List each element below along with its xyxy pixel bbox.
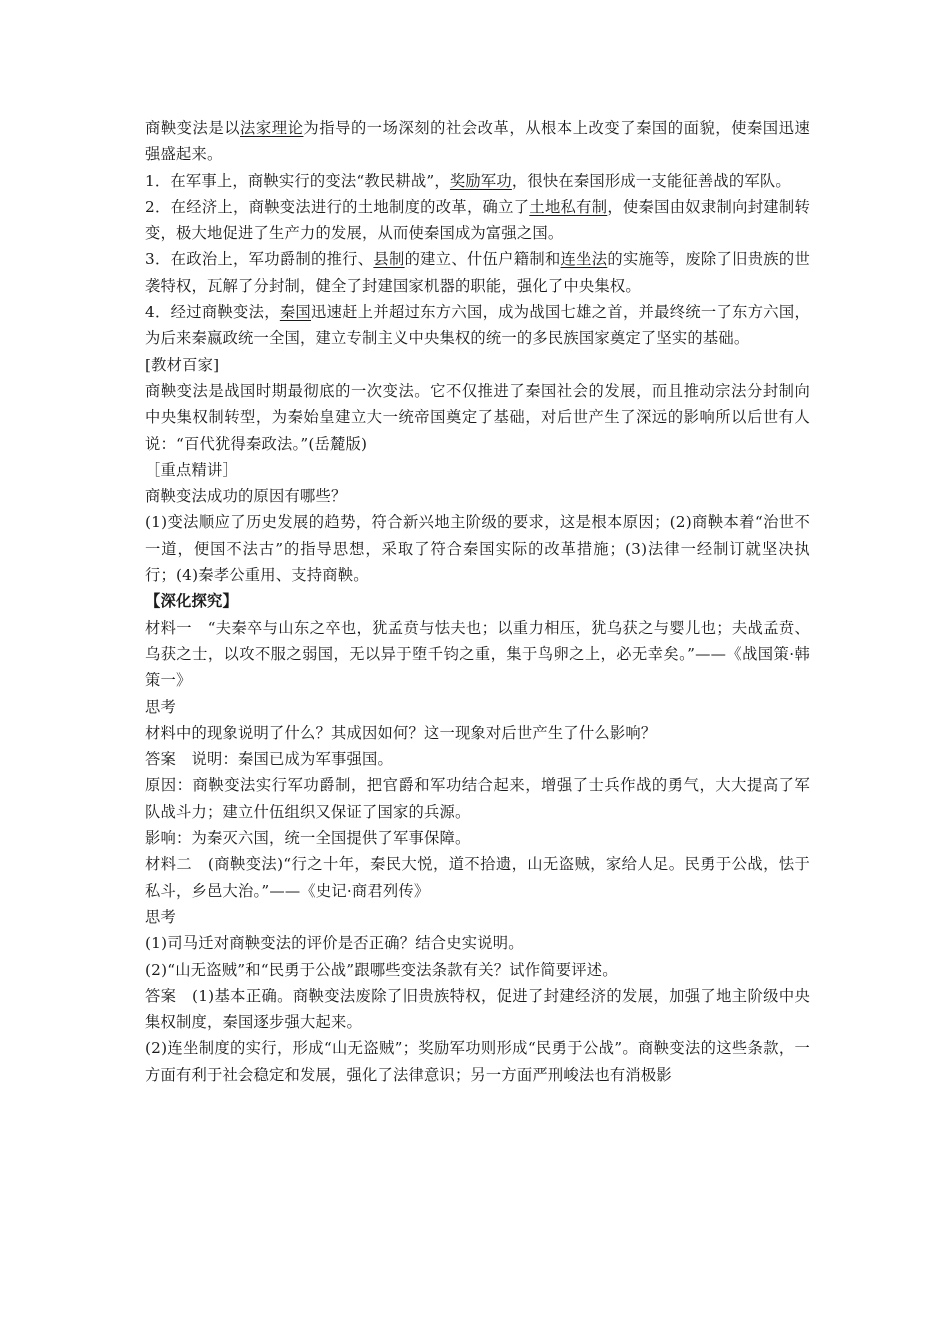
think-2-question-1: (1)司马迁对商鞅变法的评价是否正确？结合史实说明。 bbox=[145, 934, 524, 953]
intro-paragraph bbox=[145, 115, 810, 168]
point4-text-a: 4．经过商鞅变法， bbox=[145, 303, 280, 322]
material-1: 材料一 “夫秦卒与山东之卒也，犹孟贲与怯夫也；以重力相压，犹乌获之与婴儿也；夫战孟贲、乌获之士，以攻不服之弱国，无以异于堕千钧之重，集于鸟卵之上，必无幸矣。”——《战国策·韩策一》 bbox=[145, 618, 810, 690]
material-2: 材料二 (商鞅变法)“行之十年，秦民大悦，道不拾遗，山无盗贼，家给人足。民勇于公战，怯于私斗，乡邑大治。”——《史记·商君列传》 bbox=[145, 855, 810, 900]
point1-text-b: ，很快在秦国形成一支能征善战的军队。 bbox=[511, 171, 791, 190]
answer-1-explain: 答案 说明：秦国已成为军事强国。 bbox=[145, 750, 393, 769]
point-3-politics bbox=[145, 246, 810, 299]
point1-text-a: 1．在军事上，商鞅实行的变法“教民耕战”， bbox=[145, 171, 450, 190]
intro-text-a: 商鞅变法是以 bbox=[145, 119, 241, 137]
point2-underlined-term: 土地私有制 bbox=[529, 197, 608, 216]
think-2-question-2: (2)“山无盗贼”和“民勇于公战”跟哪些变法条款有关？试作简要评述。 bbox=[145, 960, 618, 979]
textbook-section-header: [教材百家] bbox=[145, 355, 220, 374]
intro-underlined-term: 法家理论 bbox=[240, 119, 304, 137]
key-question: 商鞅变法成功的原因有哪些？ bbox=[145, 487, 347, 506]
point2-text-b: ，使秦国由奴隶制向封建制转变，极大地促进了生产力的发展，从而使秦国成为富强之国。 bbox=[145, 197, 810, 243]
key-answer: (1)变法顺应了历史发展的趋势，符合新兴地主阶级的要求，这是根本原因；(2)商鞅本着“治世不一道，便国不法古”的指导思想，采取了符合秦国实际的改革措施；(3)法律一经制订就坚决执行；(4)秦孝公重用、支持商鞅。 bbox=[145, 513, 810, 585]
point2-text-a: 2．在经济上，商鞅变法进行的土地制度的改革，确立了 bbox=[145, 197, 530, 216]
point4-text-b: 迅速赶上并超过东方六国，成为战国七雄之首，并最终统一了东方六国，为后来秦嬴政统一全国，建立专制主义中央集权的统一的多民族国家奠定了坚实的基础。 bbox=[145, 303, 810, 348]
point-2-economy bbox=[145, 194, 810, 247]
point1-underlined-term: 奖励军功 bbox=[449, 171, 512, 190]
textbook-section-text: 商鞅变法是战国时期最彻底的一次变法。它不仅推进了秦国社会的发展，而且推动宗法分封制向中央集权制转型，为秦始皇建立大一统帝国奠定了基础，对后世产生了深远的影响所以后世有人说：“百代犹得秦政法。”(岳麓版) bbox=[145, 381, 810, 453]
document-page bbox=[145, 115, 810, 1088]
point-4-result bbox=[145, 299, 810, 352]
key-section-header: ［重点精讲］ bbox=[145, 460, 238, 479]
point3-text-c: 的实施等，废除了旧贵族的世袭特权，瓦解了分封制，健全了封建国家机器的职能，强化了中央集权。 bbox=[145, 250, 810, 295]
answer-1-cause: 原因：商鞅变法实行军功爵制，把官爵和军功结合起来，增强了士兵作战的勇气，大大提高了军队战斗力；建立什伍组织又保证了国家的兵源。 bbox=[145, 776, 810, 821]
think-2-label: 思考 bbox=[145, 907, 176, 926]
point3-underlined-term-2: 连坐法 bbox=[560, 250, 608, 269]
intro-text-b: 为指导的一场深刻的社会改革，从根本上改变了秦国的面貌，使秦国迅速强盛起来。 bbox=[145, 119, 810, 164]
think-1-question: 材料中的现象说明了什么？其成因如何？这一现象对后世产生了什么影响？ bbox=[145, 723, 657, 742]
point3-underlined-term-1: 县制 bbox=[373, 250, 405, 269]
answer-1-effect: 影响：为秦灭六国，统一全国提供了军事保障。 bbox=[145, 829, 471, 848]
answer-2-part-2: (2)连坐制度的实行，形成“山无盗贼”；奖励军功则形成“民勇于公战”。商鞅变法的这些条款，一方面有利于社会稳定和发展，强化了法律意识；另一方面严刑峻法也有消极影 bbox=[145, 1039, 810, 1084]
think-1-label: 思考 bbox=[145, 697, 176, 716]
point4-underlined-term: 秦国 bbox=[279, 303, 312, 322]
explore-section-header: 【深化探究】 bbox=[145, 592, 238, 611]
point-1-military bbox=[145, 168, 810, 194]
point3-text-b: 的建立、什伍户籍制和 bbox=[404, 250, 561, 269]
point3-text-a: 3．在政治上，军功爵制的推行、 bbox=[145, 250, 374, 269]
answer-2-part-1: 答案 (1)基本正确。商鞅变法废除了旧贵族特权，促进了封建经济的发展，加强了地主阶级中央集权制度，秦国逐步强大起来。 bbox=[145, 986, 810, 1032]
